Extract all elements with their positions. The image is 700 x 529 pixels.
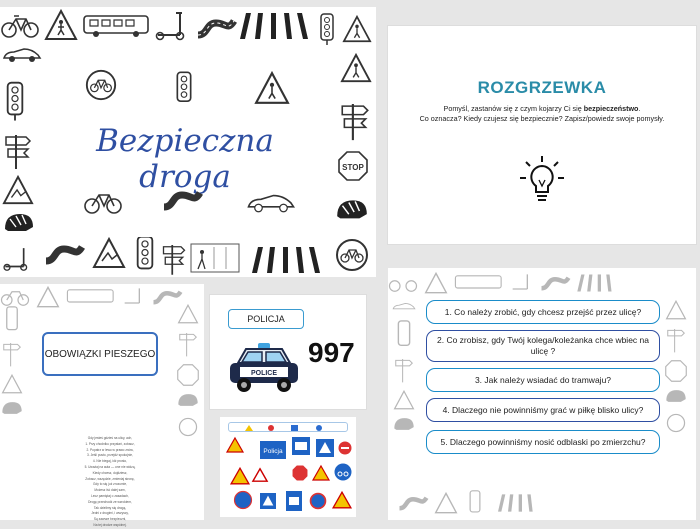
slide-obowiazki-pieszego[interactable] (0, 284, 204, 527)
bus-icon (454, 273, 504, 293)
pedestrian-warning-icon (342, 15, 372, 43)
slide-policja[interactable] (210, 295, 366, 409)
question-4[interactable]: 4. Dlaczego nie powinniśmy grać w piłkę blisko ulicy? (426, 398, 660, 422)
stop-sign-icon (338, 151, 368, 181)
poem-line: Zobacz, wszędzie, zmieniaj stronę, (85, 476, 135, 481)
traffic-light-icon (4, 79, 26, 123)
pedestrian-warning-icon (424, 272, 448, 294)
car-icon (392, 300, 416, 314)
poem-line: Kiedy chcesz, dojdziesz, (92, 470, 128, 475)
pedestrian-warning-icon (44, 9, 78, 41)
instruction-line-1 (388, 104, 696, 113)
pedestrian-warning-icon (393, 390, 415, 410)
car-icon (2, 47, 42, 63)
traffic-light-icon (464, 490, 486, 516)
stop-sign-icon (177, 364, 199, 386)
sign-category-bar (228, 422, 348, 432)
direction-sign-icon (2, 131, 34, 171)
road-icon (398, 494, 428, 512)
bulb-icon (518, 154, 566, 206)
slide-heading: ROZGRZEWKA (477, 78, 607, 97)
road-icon (540, 274, 570, 292)
crosswalk-icon (492, 493, 552, 513)
road-icon (44, 243, 84, 265)
police-label: POLICJA (228, 309, 304, 329)
no-entry-sign-icon (338, 441, 352, 455)
no-parking-sign-icon (310, 493, 326, 509)
bicycle-icon (665, 412, 687, 434)
instruction-bold: bezpieczeństwo (583, 104, 639, 113)
police-sign-icon (260, 441, 286, 459)
poem-line: Gdy to się już zrozumie, (92, 482, 127, 487)
scooter-icon (122, 286, 146, 308)
title-panel (46, 51, 324, 237)
mandatory-sign-icon (234, 491, 252, 509)
poem-line: Możesz iść dalej sam, (94, 488, 126, 493)
helmet-icon (664, 388, 688, 406)
helmet-icon (2, 211, 36, 237)
car-icon (242, 193, 300, 213)
traffic-light-icon (1, 306, 23, 334)
slide-bezpieczna-droga[interactable] (0, 7, 376, 277)
scooter-icon (154, 11, 190, 41)
stop-sign-icon (665, 360, 687, 382)
bicycle-sign-icon (334, 463, 352, 481)
warning-sign-icon (226, 437, 244, 453)
pedestrian-warning-icon (36, 286, 60, 308)
poem-line: Jedni z drugimi, i wszyscy, (91, 511, 129, 516)
crosswalk-icon (576, 273, 626, 293)
question-5[interactable]: 5. Dlaczego powinniśmy nosić odblaski po zmierzchu? (426, 430, 660, 454)
icon-strip-bottom (398, 490, 552, 516)
direction-sign-icon (1, 340, 23, 368)
direction-sign-icon (338, 99, 372, 143)
slide-title: Bezpieczna droga (96, 123, 274, 195)
pedestrian-crossing-scene-icon (190, 243, 240, 273)
poem-line: Tak dzielimy się drogą, (93, 505, 127, 510)
helmet-icon (176, 392, 200, 410)
poem-line: 3. Jeśli pusto, przejdź spokojnie, (87, 453, 133, 458)
icon-column-right (664, 300, 688, 434)
question-3[interactable]: 3. Jak należy wsiadać do tramwaju? (426, 368, 660, 392)
bicycle-icon (388, 273, 418, 293)
pedestrian-warning-icon (177, 304, 199, 324)
crosswalk-icon (248, 245, 328, 275)
warning-sign-icon (312, 465, 330, 481)
mail-sign-icon (292, 437, 310, 455)
icon-column (176, 304, 200, 438)
helmet-icon (0, 400, 24, 418)
poem-line: Gdy jesteś gdzieś na ulicy, ach, (87, 436, 133, 440)
road-icon (162, 189, 202, 211)
bicycle-icon (177, 416, 199, 438)
bus-stop-sign-icon (286, 491, 302, 511)
pedestrian-warning-icon (665, 300, 687, 320)
road-icon (196, 17, 236, 39)
police-car-label: POLICE (250, 370, 278, 377)
pedestrian-warning-icon (92, 237, 126, 269)
slide-rozgrzewka[interactable] (388, 26, 696, 244)
helmet-icon (392, 416, 416, 434)
direction-sign-icon (160, 241, 188, 277)
emergency-number: 997 (308, 337, 355, 368)
bicycle-icon (84, 69, 118, 101)
pedestrian-warning-icon (230, 467, 250, 485)
warning-sign-icon (332, 491, 352, 509)
traffic-light-icon (318, 13, 336, 45)
police-car-icon (224, 339, 304, 395)
icon-column-left (0, 306, 24, 418)
poem-line: 2. Popatrz w lewo w prawo znów, (86, 447, 134, 452)
poem-line: 1. Przy chodniku przystań, zobacz, (85, 441, 135, 446)
pedestrian-warning-icon (2, 175, 34, 205)
pedestrian-warning-icon (340, 53, 372, 83)
crossing-sign-icon (260, 493, 276, 509)
poem-line: Na tej drodze wspólnej. (93, 522, 127, 527)
poem-line: Drogę przechodź ze wzrokiem, (88, 499, 132, 504)
scooter-icon (2, 245, 32, 273)
icon-strip (0, 286, 182, 308)
slide-heading-box: OBOWIĄZKI PIESZEGO (42, 332, 158, 376)
crossing-warning-icon (252, 467, 268, 483)
crossing-sign-icon (316, 439, 334, 457)
poem-line: 4. Nie biegaj, idź prosto, (92, 459, 128, 464)
direction-sign-icon (393, 356, 415, 384)
poem-line: Są zawsze bezpieczni, (93, 517, 127, 522)
icon-strip (388, 272, 626, 294)
direction-sign-icon (665, 326, 687, 354)
instruction-text: Pomyśl, zastanów się z czym kojarzy Ci się (443, 104, 584, 113)
traffic-light-icon (174, 71, 194, 107)
instruction-end: . (638, 104, 641, 113)
scooter-icon (510, 272, 534, 294)
bicycle-icon (0, 287, 30, 307)
bus-icon (66, 287, 116, 307)
pedestrian-warning-icon (254, 71, 290, 105)
crosswalk-icon (238, 11, 314, 41)
police-sign-text: Policja (263, 448, 283, 455)
helmet-icon (334, 197, 370, 225)
slide-road-signs[interactable] (220, 417, 356, 517)
poem-line: Lecz pamiętaj o zasadach, (91, 493, 129, 498)
traffic-light-icon (134, 235, 156, 275)
question-1[interactable]: 1. Co należy zrobić, gdy chcesz przejść przez ulicę? (426, 300, 660, 324)
traffic-light-icon (393, 320, 415, 350)
instruction-line-2: Co oznacza? Kiedy czujesz się bezpiecznie? Zapisz/powiedz swoje pomysły. (419, 114, 665, 123)
stop-sign-icon (292, 465, 308, 481)
pedestrian-warning-icon (434, 492, 458, 514)
svg-text:STOP: STOP (342, 163, 364, 172)
bicycle-icon (334, 239, 370, 271)
slide-questions[interactable] (388, 268, 696, 520)
pedestrian-warning-icon (1, 374, 23, 394)
bicycle-icon (0, 13, 40, 39)
poem-text (70, 436, 150, 529)
bus-icon (82, 13, 152, 39)
icon-column-left (392, 300, 416, 434)
bicycle-icon (82, 189, 124, 215)
direction-sign-icon (177, 330, 199, 358)
question-2[interactable]: 2. Co zrobisz, gdy Twój kolega/koleżanka chce wbiec na ulicę ? (426, 330, 660, 362)
poem-line: 5. Uważaj na auta — one nie widzą, (84, 464, 136, 469)
